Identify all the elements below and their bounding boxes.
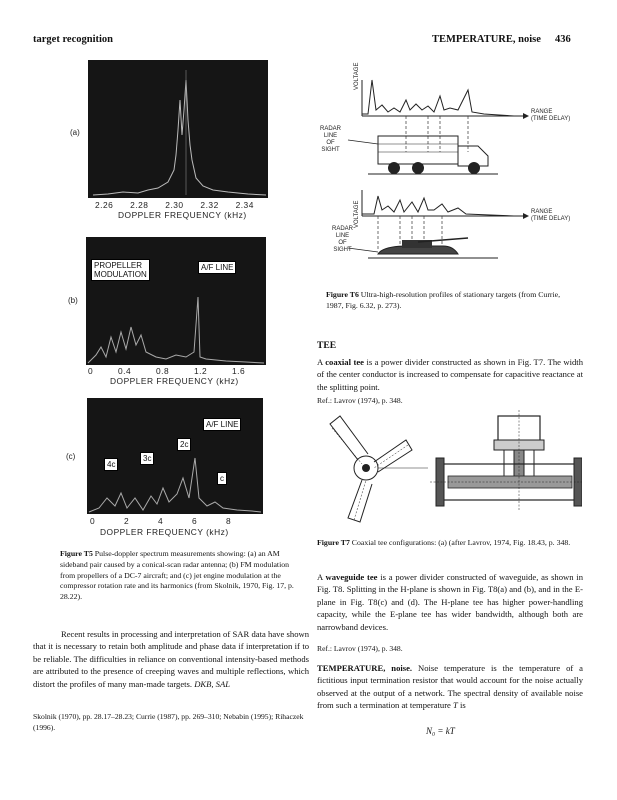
- running-head-title: TEMPERATURE, noise: [432, 34, 541, 45]
- range-label-top: RANGE (TIME DELAY): [531, 109, 571, 122]
- figure-t6: [318, 60, 580, 282]
- los-label-top: RADAR LINE OF SIGHT: [320, 126, 342, 153]
- tick: 1.6: [231, 366, 246, 376]
- sar-paragraph-tag: DKB, SAL: [194, 678, 230, 689]
- sar-paragraph: [33, 628, 309, 690]
- panel-a-label: (a): [70, 128, 80, 137]
- tick: 2.28: [130, 200, 149, 210]
- page-number: 436: [555, 34, 571, 45]
- voltage-label-top: VOLTAGE: [354, 62, 360, 90]
- tick: 4: [158, 516, 164, 526]
- spectrum-a-trace: [88, 60, 268, 198]
- figure-t7-caption: [317, 538, 583, 549]
- figure-t7-drawing: [318, 410, 582, 532]
- propeller-modulation-label: PROPELLER MODULATION: [91, 259, 150, 281]
- waveguide-ref: Ref.: Lavrov (1974), p. 348.: [317, 644, 403, 653]
- noise-equation: N₀ = kT: [426, 726, 455, 736]
- tee-ref: Ref.: Lavrov (1974), p. 348.: [317, 396, 403, 405]
- figure-t6-caption: [326, 290, 578, 312]
- spectrum-b-trace: [86, 237, 266, 365]
- panel-b-label: (b): [68, 296, 78, 305]
- temperature-variable: T: [453, 700, 458, 711]
- harmonic-3c-label: 3c: [140, 452, 154, 465]
- sar-paragraph-text: Recent results in processing and interpretation of SAR data have shown that it is necessary to retain both amplitude and phase data if interpretation if to be reliable. The difficulties in reliance on conventional intensity-based methods are attributed to the presence of creeping waves and multiple reflections, which distort the profiles of many man-made targets.: [33, 629, 309, 689]
- temperature-end: is: [457, 700, 466, 711]
- tick: 1.2: [193, 366, 208, 376]
- panel-b-ticks: [88, 366, 245, 376]
- waveguide-paragraph: [317, 571, 583, 633]
- af-line-label-c: A/F LINE: [203, 418, 241, 431]
- panel-b-axis-label: DOPPLER FREQUENCY (kHz): [110, 376, 239, 386]
- tick: 0: [90, 516, 96, 526]
- figure-t7-label: Figure T7: [317, 538, 350, 547]
- figure-t7: [318, 410, 582, 532]
- tick: 2: [124, 516, 130, 526]
- figure-t6-caption-text: Ultra-high-resolution profiles of stationary targets (from Currie, 1987, Fig. 6.32, p. 273).: [326, 290, 561, 310]
- figure-t5-caption: [60, 549, 300, 603]
- af-line-label-b: A/F LINE: [198, 261, 236, 274]
- tick: 0: [88, 366, 94, 376]
- spectrum-c-trace: [87, 398, 263, 514]
- panel-a-axis-label: DOPPLER FREQUENCY (kHz): [118, 210, 247, 220]
- temperature-text: Noise temperature is the temperature of a fictitious input termination resistor that would account for the noise actually observed at the output of a network. The spectral density of available noise from such a termination at temperature: [317, 663, 583, 711]
- tee-para-post: is a power divider constructed as shown in Fig. T7. The width of the center conductor is increased to compensate for capacitive reactance at the splitting point.: [317, 357, 583, 392]
- running-head-left: target recognition: [33, 34, 113, 45]
- figure-t5-label: Figure T5: [60, 549, 93, 558]
- temperature-heading: TEMPERATURE, noise.: [317, 663, 413, 673]
- spectrum-panel-b: [86, 237, 266, 365]
- voltage-label-bottom: VOLTAGE: [354, 200, 360, 228]
- harmonic-4c-label: 4c: [104, 458, 118, 471]
- figure-t5-caption-text: Pulse-doppler spectrum measurements showing: (a) an AM sideband pair caused by a conical-scan radar antenna; (b) FM modulation from propellers of a DC-7 aircraft; and (c) jet engine modulation at the compressor rotation rate and its harmonics (from Skolnik, 1970, Fig. 17, p. 28.22).: [60, 549, 294, 602]
- tick: 0.8: [155, 366, 170, 376]
- left-references: Skolnik (1970), pp. 28.17–28.23; Currie (1987), pp. 269–310; Nebabin (1995); Rihaczek (1996).: [33, 712, 304, 732]
- harmonic-2c-label: 2c: [177, 438, 191, 451]
- tee-paragraph: [317, 356, 583, 393]
- los-label-bottom: RADAR LINE OF SIGHT: [332, 226, 354, 253]
- tee-heading: TEE: [317, 340, 337, 351]
- tick: 2.34: [235, 200, 254, 210]
- temperature-paragraph: [317, 662, 583, 712]
- tee-para-pre: A: [317, 357, 326, 367]
- spectrum-panel-a: [88, 60, 268, 198]
- range-label-bottom: RANGE (TIME DELAY): [531, 209, 571, 222]
- figure-t7-caption-text: Coaxial tee configurations: (a) (after Lavrov, 1974, Fig. 18.43, p. 348.: [349, 538, 571, 547]
- figure-t6-drawing: [318, 60, 580, 282]
- figure-t6-label: Figure T6: [326, 290, 359, 299]
- waveguide-para-pre: A: [317, 572, 326, 582]
- harmonic-c-label: c: [217, 472, 227, 485]
- panel-a-ticks: [95, 200, 254, 210]
- spectrum-panel-c: [87, 398, 263, 514]
- waveguide-para-post: is a power divider constructed of waveguide, as shown in Fig. T8. Splitting in the H-plane is shown in Fig. T8(a) and (b), and in the E-plane in Fig. T8(c) and (d). The H-plane tee has higher power-handling capacity, while the E-plane tee has wider bandwidth, although both are narrowband devices.: [317, 572, 583, 632]
- tick: 2.30: [165, 200, 184, 210]
- tick: 2.32: [200, 200, 219, 210]
- tick: 2.26: [95, 200, 114, 210]
- tee-term: coaxial tee: [325, 357, 364, 367]
- waveguide-term: waveguide tee: [325, 572, 378, 582]
- panel-c-ticks: [90, 516, 231, 526]
- panel-c-axis-label: DOPPLER FREQUENCY (kHz): [100, 527, 229, 537]
- tick: 8: [226, 516, 232, 526]
- tick: 6: [192, 516, 198, 526]
- tick: 0.4: [118, 366, 132, 376]
- panel-c-label: (c): [66, 452, 76, 461]
